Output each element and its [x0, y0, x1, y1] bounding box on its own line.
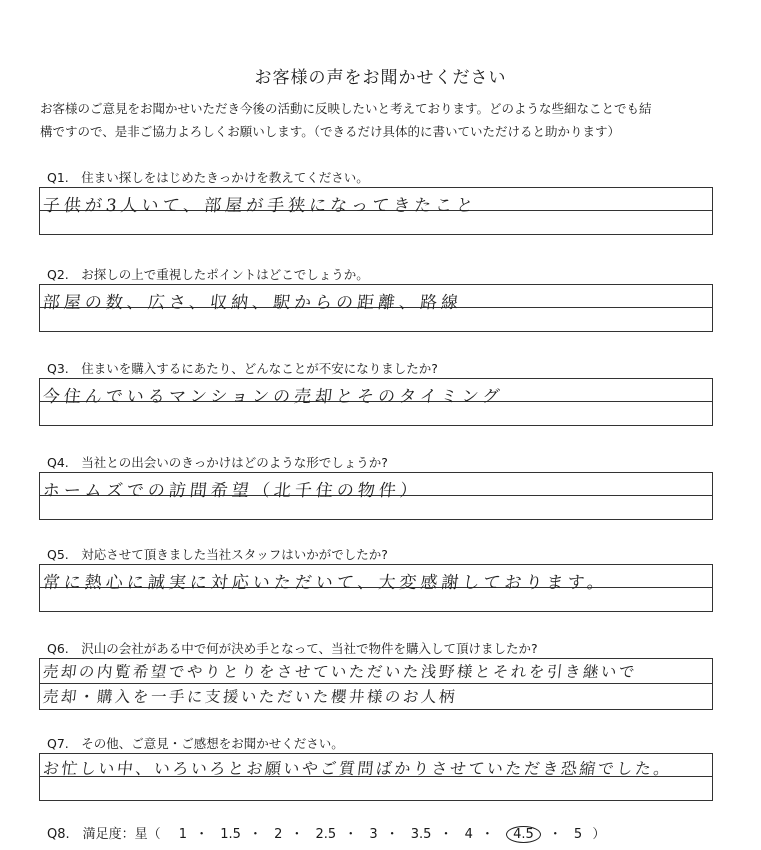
- question-label: Q1. 住まい探しをはじめたきっかけを教えてください。: [47, 170, 369, 185]
- satisfaction-label: Q8. 満足度：星（: [47, 827, 161, 842]
- satisfaction-close: ）: [592, 827, 606, 842]
- rating-option[interactable]: 4: [464, 827, 473, 842]
- rating-option[interactable]: 3.5: [410, 827, 432, 842]
- rating-option-selected[interactable]: 4.5: [506, 826, 541, 843]
- form-title: お客様の声をお聞かせください: [254, 68, 507, 88]
- rating-option[interactable]: 2.5: [315, 827, 337, 842]
- handwritten-answer: ホームズでの訪問希望（北千住の物件）: [41, 481, 422, 501]
- question-label: Q2. お探しの上で重視したポイントはどこでしょうか。: [47, 267, 369, 282]
- rating-option[interactable]: 1.5: [220, 827, 241, 842]
- rating-option[interactable]: 2: [274, 827, 283, 842]
- question-label: Q7. その他、ご意見・ご感想をお聞かせください。: [47, 736, 344, 751]
- handwritten-answer: 今住んでいるマンションの売却とそのタイミング: [41, 387, 505, 407]
- question-label: Q4. 当社との出会いのきっかけはどのような形でしょうか?: [47, 455, 388, 470]
- handwritten-answer: お忙しい中、いろいろとお願いやご質問ばかりさせていただき恐縮でした。: [41, 759, 673, 778]
- handwritten-answer: 子供が3人いて、部屋が手狭になってきたこと: [41, 196, 479, 216]
- question-label: Q3. 住まいを購入するにあたり、どんなことが不安になりましたか?: [47, 361, 438, 376]
- handwritten-answer: 常に熱心に誠実に対応いただいて、大変感謝しております。: [41, 573, 610, 593]
- handwritten-answer: 売却の内覧希望でやりとりをさせていただいた浅野様とそれを引き継いで: [41, 663, 638, 681]
- intro-line-1: お客様のご意見をお聞かせいただき今後の活動に反映したいと考えております。どのような些細なことでも結: [40, 101, 652, 116]
- question-label: Q6. 沢山の会社がある中で何が決め手となって、当社で物件を購入して頂けましたか?: [47, 641, 538, 656]
- satisfaction-rating: Q8. 満足度：星（ 1 ・ 1.5 ・ 2 ・ 2.5 ・ 3 ・ 3.5 ・ 4 ・ 4.5 ・ 5 ）: [47, 827, 606, 842]
- question-label: Q5. 対応させて頂きました当社スタッフはいかがでしたか?: [47, 547, 388, 562]
- rating-option[interactable]: 3: [369, 827, 378, 842]
- handwritten-answer: 売却・購入を一手に支援いただいた櫻井様のお人柄: [41, 688, 458, 706]
- rating-option[interactable]: 5: [573, 827, 583, 842]
- handwritten-answer: 部屋の数、広さ、収納、駅からの距離、路線: [41, 293, 464, 313]
- rating-option[interactable]: 1: [178, 827, 188, 842]
- intro-line-2: 構ですので、是非ご協力よろしくお願いします。（できるだけ具体的に書いていただけると助かります）: [40, 124, 621, 139]
